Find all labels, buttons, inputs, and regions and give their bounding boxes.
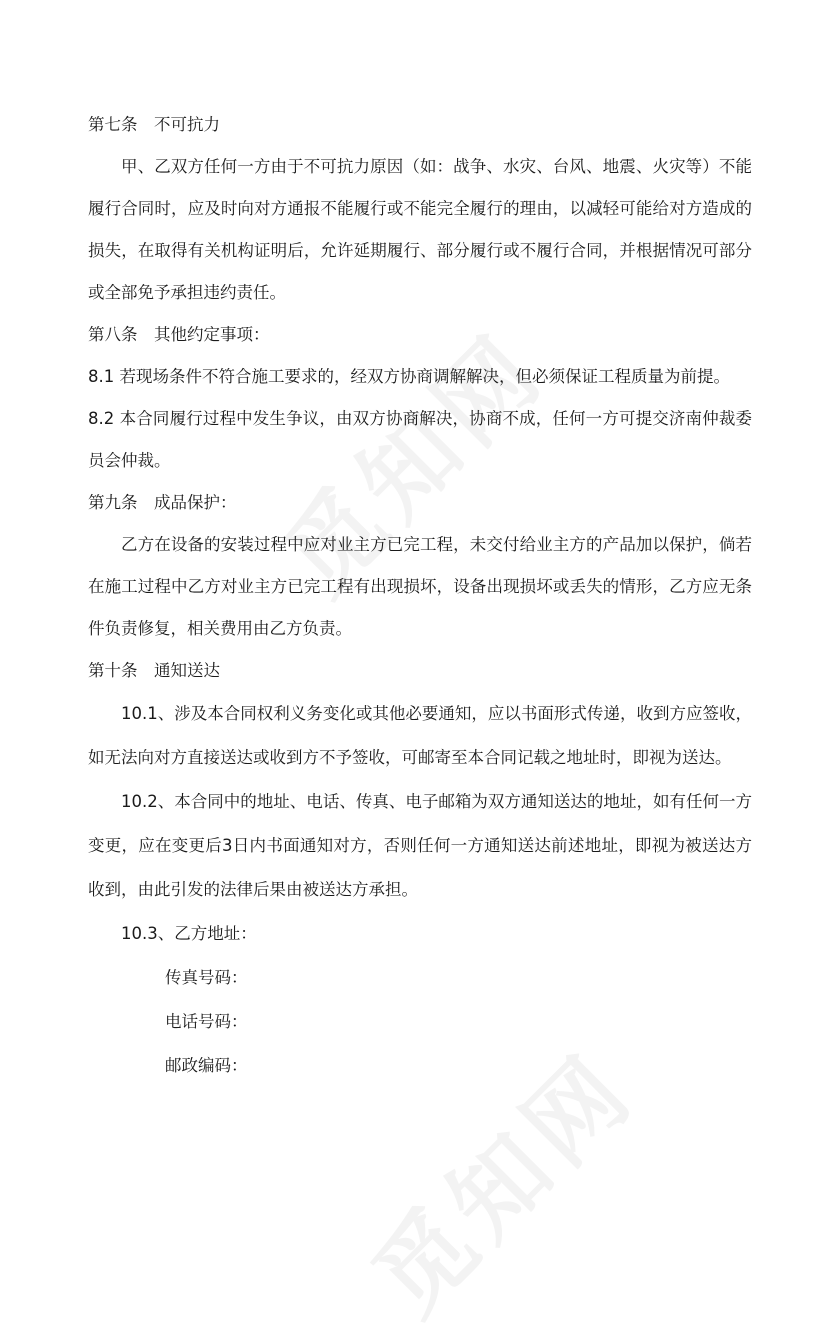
article-8-heading: 第八条 其他约定事项：: [88, 325, 270, 344]
article-10-clause-2: 10.2、本合同中的地址、电话、传真、电子邮箱为双方通知送达的地址，如有任何一方变更，应在变更后3日内书面通知对方，否则任何一方通知送达前述地址，即视为被送达方收到，由此引发的法律后果由被送达方承担。: [88, 792, 752, 899]
article-10-heading: 第十条 通知送达: [88, 661, 220, 680]
fax-number-field: 传真号码：: [165, 968, 248, 987]
article-7-heading: 第七条 不可抗力: [88, 115, 220, 134]
article-7-body: 甲、乙双方任何一方由于不可抗力原因（如：战争、水灾、台风、地震、火灾等）不能履行合同时，应及时向对方通报不能履行或不能完全履行的理由，以减轻可能给对方造成的损失，在取得有关机构证明后，允许延期履行、部分履行或不履行合同，并根据情况可部分或全部免予承担违约责任。: [88, 157, 752, 302]
article-8-item-1: 8.1 若现场条件不符合施工要求的，经双方协商调解解决，但必须保证工程质量为前提。: [88, 367, 730, 386]
article-10-clause-1: 10.1、涉及本合同权利义务变化或其他必要通知，应以书面形式传递，收到方应签收，如无法向对方直接送达或收到方不予签收，可邮寄至本合同记载之地址时，即视为送达。: [88, 704, 752, 767]
article-9-body: 乙方在设备的安装过程中应对业主方已完工程，未交付给业主方的产品加以保护，倘若在施工过程中乙方对业主方已完工程有出现损坏，设备出现损坏或丢失的情形，乙方应无条件负责修复，相关费用由乙方负责。: [88, 535, 752, 638]
contract-content: [88, 104, 752, 1088]
article-8-item-2: 8.2 本合同履行过程中发生争议，由双方协商解决，协商不成，任何一方可提交济南仲裁委员会仲裁。: [88, 409, 752, 470]
article-10-clause-3: 10.3、乙方地址：: [121, 924, 257, 943]
article-9-heading: 第九条 成品保护：: [88, 493, 237, 512]
postcode-field: 邮政编码：: [165, 1056, 248, 1075]
phone-number-field: 电话号码：: [165, 1012, 248, 1031]
